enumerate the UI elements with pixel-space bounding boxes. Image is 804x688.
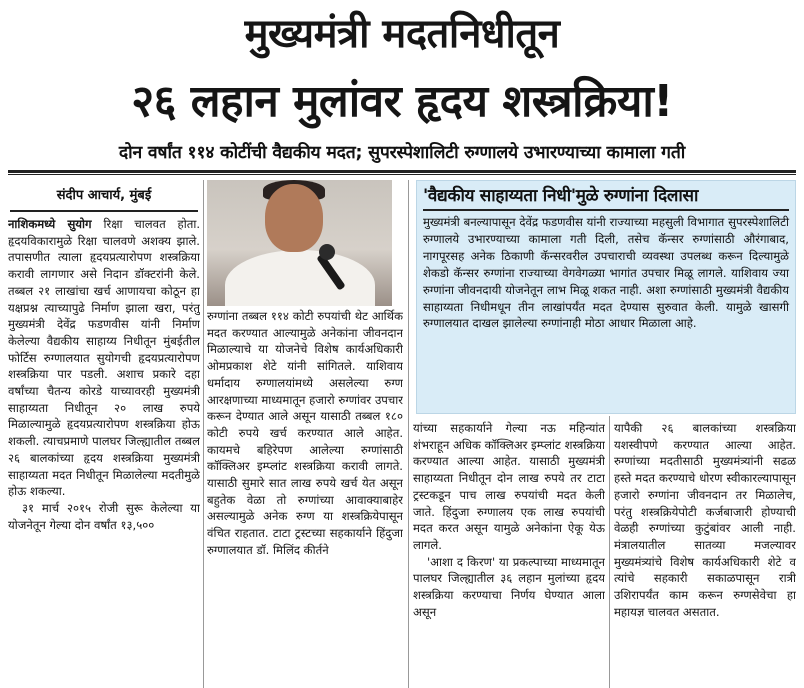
- column-3-paragraph-2: 'आशा द किरण' या प्रकल्पाच्या माध्यमातून पालघर जिल्ह्यातील ३६ लहान मुलांच्या हृदय शस्त्रक्रिया करण्याचा निर्णय घेण्यात आला असून: [413, 554, 605, 619]
- column-4-paragraph-1: यापैकी २६ बालकांच्या शस्त्रक्रिया यशस्वीपणे करण्यात आल्या आहेत. रुग्णांच्या मदतीसाठी मुख्यमंत्र्यांनी सढळ हस्ते मदत करण्याचे धोरण स्वीकारल्यापासून हजारो रुग्णांना जीवनदान तर मिळालेच, परंतु शस्त्रक्रियेपोटी कर्जबाजारी होण्याची वेळही रुग्णांच्या कुटुंबांवर आली नाही. मंत्रालयातील सातव्या मजल्यावर मुख्यमंत्र्यांचे विशेष कार्यअधिकारी शेटे व त्यांचे सहकारी सकाळपासून रात्री उशिरापर्यंत काम करून रुग्णसेवेचा हा महायज्ञ चालवत असतात.: [614, 421, 796, 619]
- sidebar-box-body: मुख्यमंत्री बनल्यापासून देवेंद्र फडणवीस यांनी राज्याच्या महसुली विभागात सुपरस्पेशालिटी रुग्णालये उभारण्याच्या कामाला गती दिली, तसेच कॅन्सर रुग्णांसाठी औरंगाबाद, नागपूरसह अनेक ठिकाणी कॅन्सरवरील उपचाराची व्यवस्था उपलब्ध करून दिल्यामुळे शेकडो कॅन्सर रुग्णांना राज्याच्या वेगवेगळ्या भागांत उपचार मिळू लागले. याशिवाय ज्या रुग्णांना जीवनदायी योजनेतून लाभ मिळू शकत नाही. अशा रुग्णांसाठी मुख्यमंत्री वैद्यकीय साहाय्यता निधीमधून तीन लाखांपर्यंत मदत देण्यास सुरुवात केली. यामुळे खासगी रुग्णालयात दाखल झालेल्या रुग्णांनाही मोठा आधार मिळाला आहे.: [423, 215, 789, 331]
- headline-line-1: मुख्यमंत्री मदतनिधीतून: [244, 11, 560, 57]
- column-1-paragraph-2: ३१ मार्च २०१५ रोजी सुरू केलेल्या या योजनेतून गेल्या दोन वर्षांत १३,५००: [8, 500, 200, 532]
- column-4: [614, 420, 796, 688]
- top-rule: [8, 170, 796, 173]
- column-1: [8, 216, 200, 688]
- photo-chief-minister: [207, 180, 392, 306]
- sidebar-box: [416, 180, 796, 414]
- headline-line-2: २६ लहान मुलांवर हृदय शस्त्रक्रिया!: [131, 76, 673, 127]
- photo-figure-body: [225, 250, 375, 306]
- column-1-lead: नाशिकमध्ये सुयोग: [8, 217, 92, 231]
- column-divider-2: [408, 180, 409, 688]
- column-1-text: रिक्षा चालवत होता. हृदयविकारामुळे रिक्षा चालवणे अशक्य झाले. तपासणीत त्याला हृदयप्रत्यारोपण शस्त्रक्रिया करावी लागणार असे निदान डॉक्टरांनी केले. तब्बल २१ लाखांचा खर्च आणायचा कोठून हा यक्षप्रश्न त्याच्यापुढे निर्माण झाला खरा, परंतु मुख्यमंत्री देवेंद्र फडणवीस यांनी निर्माण केलेल्या वैद्यकीय साहाय्य निधीतून मुंबईतील फोर्टिस रुग्णालयात सुयोगची हृदयप्रत्यारोपण शस्त्रक्रिया पार पडली. अशाच प्रकारे दहा वर्षांच्या चैतन्य कोरडे याच्यावरही मुख्यमंत्री साहाय्यता निधीतून २० लाख रुपये मिळाल्यामुळे हृदयप्रत्यारोपण शस्त्रक्रिया होऊ शकली. त्याचप्रमाणे पालघर जिल्ह्यातील तब्बल २६ बालकांच्या हृदय शस्त्रक्रिया मुख्यमंत्री साहाय्यता मदत निधीतून मिळालेल्या मदतीमुळे होऊ शकल्या.: [8, 217, 200, 499]
- sidebar-box-title-rule: [423, 209, 789, 211]
- byline-rule: [10, 210, 198, 212]
- sidebar-box-title: 'वैद्यकीय साहाय्यता निधी'मुळे रुग्णांना दिलासा: [423, 186, 699, 206]
- microphone-head-icon: [319, 244, 335, 260]
- column-3-paragraph-1: यांच्या सहकार्याने गेल्या नऊ महिन्यांत शंभराहून अधिक कॉक्लिअर इम्प्लांट शस्त्रक्रिया करण्यात आल्या आहेत. यासाठी मुख्यमंत्री साहाय्यता निधीतून दोन लाख रुपये तर टाटा ट्रस्टकडून पाच लाख रुपयांची मदत केली जाते. हिंदुजा रुग्णालय एक लाख रुपयांची मदत करत असून यामुळे अनेकांना ऐकू येऊ लागले.: [413, 421, 605, 552]
- top-rule-thin: [8, 174, 796, 175]
- column-divider-3: [609, 416, 610, 688]
- column-divider-1: [203, 180, 204, 688]
- column-2: [207, 308, 403, 688]
- byline: संदीप आचार्य, मुंबई: [56, 188, 152, 203]
- column-3: [413, 420, 605, 688]
- subheadline: दोन वर्षांत ११४ कोटींची वैद्यकीय मदत; सुपरस्पेशालिटी रुग्णालये उभारण्याच्या कामाला गती: [118, 143, 686, 163]
- photo-figure-face: [265, 184, 323, 252]
- column-2-paragraph-1: रुग्णांना तब्बल ११४ कोटी रुपयांची थेट आर्थिक मदत करण्यात आल्यामुळे अनेकांना जीवनदान मिळाल्याचे या योजनेचे विशेष कार्यअधिकारी ओमप्रकाश शेटे यांनी सांगितले. याशिवाय धर्मादाय रुग्णालयांमध्ये असलेल्या रुग्ण आरक्षणाच्या माध्यमातून हजारो रुग्णांवर उपचार करून देण्यात आले असून यासाठी तब्बल १८० कोटी रुपये खर्च करण्यात आले आहेत. कायमचे बहिरेपण आलेल्या रुग्णांसाठी कॉक्लिअर इम्प्लांट शस्त्रक्रिया करावी लागते. यासाठी सुमारे सात लाख रुपये खर्च येत असून बहुतेक वेळा तो रुग्णांच्या आवाक्याबाहेर असल्यामुळे अनेक रुग्ण या शस्त्रक्रियेपासून वंचित राहतात. टाटा ट्रस्टच्या सहकार्याने हिंदुजा रुग्णालयात डॉ. मिलिंद कीर्तने: [207, 309, 403, 557]
- column-1-paragraph-1: [8, 216, 200, 500]
